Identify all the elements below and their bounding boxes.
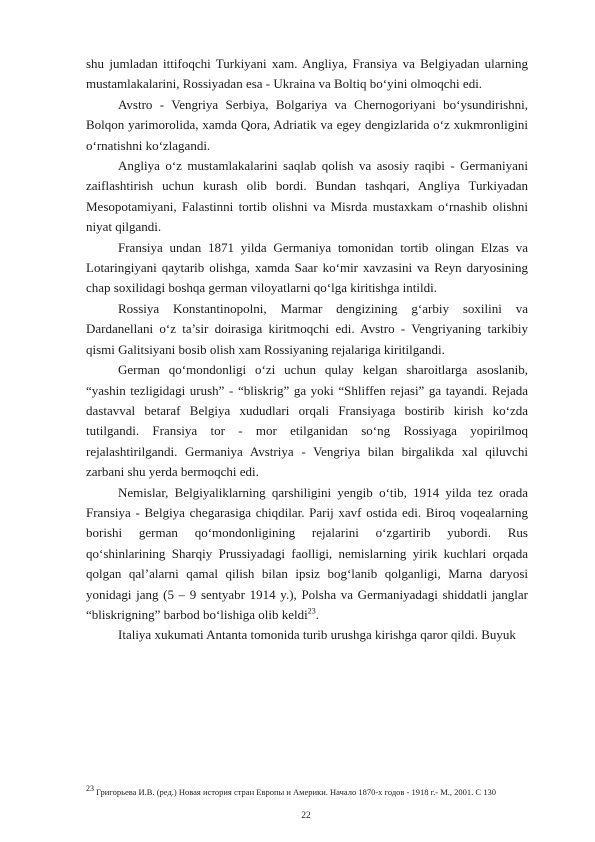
footnote-area (86, 784, 528, 798)
footnote (86, 784, 528, 798)
paragraph-2: Avstro - Vengriya Serbiya, Bolgariya va Chernogoriyani bo‘ysundirishni, Bolqon yarimorolida, xamda Qora, Adriatik va egey dengizlarida o‘z xukmronligini o‘rnatishni ko‘zlagandi. (86, 96, 528, 153)
paragraph-6: German qo‘mondonligi o‘zi uchun qulay kelgan sharoitlarga asoslanib, “yashin tezligidagi urush” - “bliskrig” ga yoki “Shliffen rejasi” ga tayandi. Rejada dastavval betaraf Belgiya xududlari orqali Fransiyaga bostirib kirish ko‘zda tutilgandi. Fransiya tor - mor etilganidan so‘ng Rossiyaga yopirilmoq rejalashtirilgandi. Germaniya Avstriya - Vengriya bilan birgalikda xal qiluvchi zarbani shu yerda bermoqchi edi. (86, 362, 528, 480)
paragraph-5: Rossiya Konstantinopolni, Marmar dengizining g‘arbiy soxilini va Dardanellani o‘z ta’sir doirasiga kiritmoqchi edi. Avstro - Vengriyaning tarkibiy qismi Galitsiyani bosib olish xam Rossiyaning rejalariga kiritilgandi. (86, 300, 528, 357)
page-number: 22 (301, 811, 311, 821)
paragraph-7-text: Nemislar, Belgiyaliklarning qarshiligini yengib o‘tib, 1914 yilda tez orada Fransiya - Belgiya chegarasiga chiqdilar. Parij xavf ostida edi. Biroq voqealarning borishi german qo‘mondonligining rejalarini o‘zgartirib yubordi. Rus qo‘shinlarining Sharqiy Prussiyadagi faolligi, nemislarning yirik kuchlari orqada qolgan qal’alarni qamal qilish bilan ipsiz bog‘lanib qolganligi, Marna daryosi yonidagi jang (5 – 9 sentyabr 1914 y.), Polsha va Germaniyadagi shiddatli janglar “bliskrigning” barbod bo‘lishiga olib keldi (86, 484, 528, 622)
paragraph-1: shu jumladan ittifoqchi Turkiyani xam. Angliya, Fransiya va Belgiyadan ularning mustamlakalarini, Rossiyadan esa - Ukraina va Boltiq bo‘yini olmoqchi edi. (86, 56, 528, 92)
paragraph-3: Angliya o‘z mustamlakalarini saqlab qolish va asosiy raqibi - Germaniyani zaiflashtirish uchun kurash olib bordi. Bundan tashqari, Angliya Turkiyadan Mesopotamiyani, Falastinni tortib olishni va Misrda mustaxkam o‘rnashib olishni niyat qilgandi. (86, 158, 528, 235)
paragraph-4: Fransiya undan 1871 yilda Germaniya tomonidan tortib olingan Elzas va Lotaringiyani qaytarib olishga, xamda Saar ko‘mir xavzasini va Reyn daryosining chap soxilidagi boshqa german viloyatlarni qo‘lga kiritishga intildi. (86, 239, 528, 296)
footnote-reference[interactable]: 23 (307, 606, 316, 616)
footnote-text: Григорьева И.В. (ред.) Новая история стран Европы и Америки. Начало 1870-х годов - 1918 г.- М., 2001. С 130 (96, 787, 496, 797)
footnote-number: 23 (86, 784, 94, 794)
document-body (86, 54, 528, 646)
paragraph-7: Nemislar, Belgiyaliklarning qarshiligini yengib o‘tib, 1914 yilda tez orada Fransiya - Belgiya chegarasiga chiqdilar. Parij xavf ostida edi. Biroq voqealarning borishi german qo‘mondonligining rejalarini o‘zgartirib yubordi. Rus qo‘shinlarining Sharqiy Prussiyadagi faolligi, nemislarning yirik kuchlari orqada qolgan qal’alarni qamal qilish bilan ipsiz bog‘lanib qolganligi, Marna daryosi yonidagi jang (5 – 9 sentyabr 1914 y.), Polsha va Germaniyadagi shiddatli janglar “bliskrigning” barbod bo‘lishiga olib keldi$^{23}$. (86, 484, 528, 622)
paragraph-8: Italiya xukumati Antanta tomonida turib urushga kirishga qaror qildi. Buyuk (118, 627, 516, 643)
